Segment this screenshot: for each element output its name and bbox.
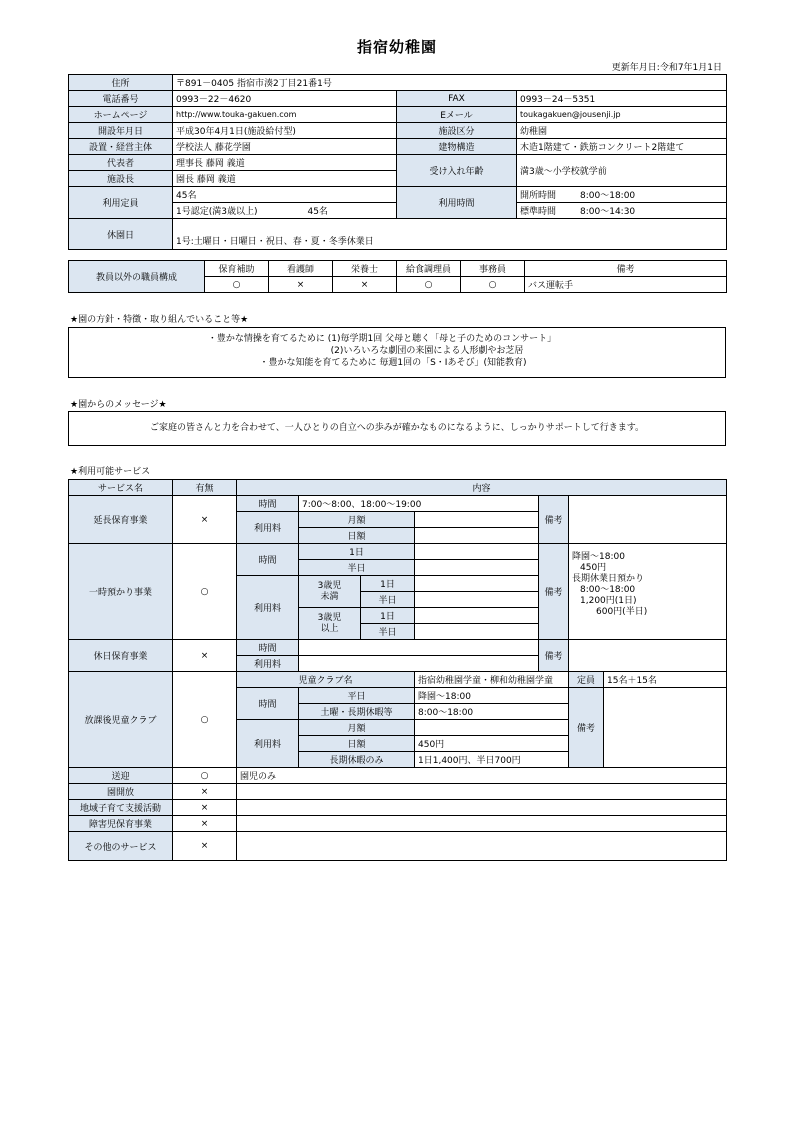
- temporary-under3: 3歳児 未満: [299, 576, 361, 608]
- afterschool-club-label: 児童クラブ名: [237, 672, 415, 688]
- holiday-care-note: [569, 640, 727, 672]
- temporary-over3-half: [415, 624, 539, 640]
- other-avail: ×: [173, 832, 237, 861]
- capacity-type-num: 45名: [307, 207, 328, 217]
- extended-time-label: 時間: [237, 496, 299, 512]
- transport-avail: ○: [173, 768, 237, 784]
- temporary-fee-label: 利用料: [237, 576, 299, 640]
- opened-value: 平成30年4月1日(施設給付型): [173, 123, 397, 139]
- temporary-note-label: 備考: [539, 544, 569, 640]
- std-hours: [517, 203, 727, 219]
- extended-daily-label: 日額: [299, 528, 415, 544]
- support-avail: ×: [173, 800, 237, 816]
- rep-value: 理事長 藤岡 義道: [173, 155, 397, 171]
- basic-info-table: [68, 74, 727, 250]
- capacity-total: 45名: [173, 187, 397, 203]
- page-title: 指宿幼稚園: [356, 38, 437, 56]
- afterschool-daily: 450円: [415, 736, 569, 752]
- holiday-care-fee-label: 利用料: [237, 656, 299, 672]
- extended-monthly-label: 月額: [299, 512, 415, 528]
- email-label: Eメール: [397, 107, 517, 123]
- temporary-full: [415, 544, 539, 560]
- tel-value: 0993－22－4620: [173, 91, 397, 107]
- afterschool-sat-label: 土曜・長期休暇等: [299, 704, 415, 720]
- structure-value: 木造1階建て・鉄筋コンクリート2階建て: [517, 139, 727, 155]
- staff-value: ×: [269, 277, 333, 293]
- temporary-full-label: 1日: [361, 576, 415, 592]
- temporary-under3-full: [415, 576, 539, 592]
- policy-line: ・豊かな知能を育てるために 毎週1回の「S・Iあそび」(知能教育): [259, 358, 527, 368]
- temporary-half-label: 半日: [299, 560, 415, 576]
- address-value: 〒891－0405 指宿市湊2丁目21番1号: [173, 75, 727, 91]
- disabled-note: [237, 816, 727, 832]
- staff-value: ○: [461, 277, 525, 293]
- homepage-link[interactable]: http://www.touka-gakuen.com: [173, 107, 397, 123]
- note-line: 600円(半日): [596, 607, 648, 617]
- transport-name: 送迎: [69, 768, 173, 784]
- note-line: 8:00～18:00: [580, 585, 636, 595]
- temporary-over3: 3歳児 以上: [299, 608, 361, 640]
- open-garden-note: [237, 784, 727, 800]
- temporary-half-label: 半日: [361, 624, 415, 640]
- staff-header: 備考: [525, 261, 727, 277]
- disabled-avail: ×: [173, 816, 237, 832]
- opened-label: 開設年月日: [69, 123, 173, 139]
- head-value: 園長 藤岡 義道: [173, 171, 397, 187]
- extended-name: 延長保育事業: [69, 496, 173, 544]
- tel-label: 電話番号: [69, 91, 173, 107]
- afterschool-name: 放課後児童クラブ: [69, 672, 173, 768]
- afterschool-sat: 8:00～18:00: [415, 704, 569, 720]
- col-avail: 有無: [173, 480, 237, 496]
- afterschool-weekday: 降園～18:00: [415, 688, 569, 704]
- capacity-label: 利用定員: [69, 187, 173, 219]
- rep-label: 代表者: [69, 155, 173, 171]
- afterschool-cap: 15名＋15名: [604, 672, 727, 688]
- temporary-under3-half: [415, 592, 539, 608]
- staff-header: 看護師: [269, 261, 333, 277]
- staff-value: ×: [333, 277, 397, 293]
- temporary-time-label: 時間: [237, 544, 299, 576]
- std-label: 標準時間: [520, 207, 557, 217]
- holiday-value: 1号:土曜日・日曜日・祝日、春・夏・冬季休業日: [173, 219, 727, 250]
- extended-time: 7:00～8:00、18:00～19:00: [299, 496, 539, 512]
- other-name: その他のサービス: [69, 832, 173, 861]
- support-note: [237, 800, 727, 816]
- fax-label: FAX: [397, 91, 517, 107]
- extended-fee-label: 利用料: [237, 512, 299, 544]
- address-label: 住所: [69, 75, 173, 91]
- temporary-full-label: 1日: [361, 608, 415, 624]
- staff-header: 給食調理員: [397, 261, 461, 277]
- age-label: 受け入れ年齢: [397, 155, 517, 187]
- head-label: 施設長: [69, 171, 173, 187]
- other-note: [237, 832, 727, 861]
- capacity-type-label: 1号認定(満3歳以上): [176, 207, 258, 217]
- temporary-over3-full: [415, 608, 539, 624]
- afterschool-time-label: 時間: [237, 688, 299, 720]
- temporary-half: [415, 560, 539, 576]
- policy-box: [68, 327, 726, 378]
- staff-header: 事務員: [461, 261, 525, 277]
- afterschool-monthly: [415, 720, 569, 736]
- temporary-full-label: 1日: [299, 544, 415, 560]
- afterschool-long: 1日1,400円、半日700円: [415, 752, 569, 768]
- col-service: サービス名: [69, 480, 173, 496]
- staff-header: 保育補助: [205, 261, 269, 277]
- open-hours: [517, 187, 727, 203]
- policy-line: ・豊かな情操を育てるために (1)毎学期1回 父母と聴く「母と子のためのコンサート」: [207, 334, 557, 344]
- temporary-avail: ○: [173, 544, 237, 640]
- extended-monthly: [415, 512, 539, 528]
- email-link[interactable]: toukagakuen@jousenji.jp: [517, 107, 727, 123]
- afterschool-fee-label: 利用料: [237, 720, 299, 768]
- message-box: [68, 411, 726, 446]
- category-value: 幼稚園: [517, 123, 727, 139]
- note-line: 1,200円(1日): [580, 596, 637, 606]
- col-content: 内容: [237, 480, 727, 496]
- extended-avail: ×: [173, 496, 237, 544]
- open-time: 8:00～18:00: [580, 191, 636, 201]
- services-table: [68, 479, 727, 861]
- holiday-label: 休園日: [69, 219, 173, 250]
- message-text: ご家庭の皆さんと力を合わせて、一人ひとりの自立への歩みが確かなものになるように、しっかりサポートして行きます。: [149, 423, 645, 433]
- homepage-label: ホームページ: [69, 107, 173, 123]
- afterschool-daily-label: 日額: [299, 736, 415, 752]
- open-garden-name: 園開放: [69, 784, 173, 800]
- fax-value: 0993－24－5351: [517, 91, 727, 107]
- staff-note: バス運転手: [525, 277, 727, 293]
- afterschool-long-label: 長期休暇のみ: [299, 752, 415, 768]
- operator-value: 学校法人 藤花学園: [173, 139, 397, 155]
- open-label: 開所時間: [520, 191, 557, 201]
- holiday-care-time-label: 時間: [237, 640, 299, 656]
- updated-date: 更新年月日:令和7年1月1日: [611, 63, 722, 73]
- extended-daily: [415, 528, 539, 544]
- afterschool-note: [604, 688, 727, 768]
- holiday-care-avail: ×: [173, 640, 237, 672]
- extended-note-label: 備考: [539, 496, 569, 544]
- afterschool-club: 指宿幼稚園学童・柳和幼稚園学童: [415, 672, 569, 688]
- staff-value: ○: [397, 277, 461, 293]
- holiday-care-fee: [299, 656, 539, 672]
- message-heading: ★園からのメッセージ★: [70, 400, 167, 410]
- afterschool-weekday-label: 平日: [299, 688, 415, 704]
- hours-label: 利用時間: [397, 187, 517, 219]
- afterschool-note-label: 備考: [569, 688, 604, 768]
- policy-line: (2)いろいろな劇団の来園による人形劇やお芝居: [330, 346, 524, 356]
- note-line: 長期休業日預かり: [572, 574, 645, 584]
- category-label: 施設区分: [397, 123, 517, 139]
- capacity-type: [173, 203, 397, 219]
- holiday-care-time: [299, 640, 539, 656]
- policy-heading: ★園の方針・特徴・取り組んでいること等★: [70, 315, 249, 325]
- age-value: 満3歳～小学校就学前: [517, 155, 727, 187]
- structure-label: 建物構造: [397, 139, 517, 155]
- note-line: 450円: [580, 563, 607, 573]
- temporary-name: 一時預かり事業: [69, 544, 173, 640]
- open-garden-avail: ×: [173, 784, 237, 800]
- std-time: 8:00～14:30: [580, 207, 636, 217]
- holiday-care-name: 休日保育事業: [69, 640, 173, 672]
- services-heading: ★利用可能サービス: [70, 467, 151, 477]
- support-name: 地域子育て支援活動: [69, 800, 173, 816]
- afterschool-cap-label: 定員: [569, 672, 604, 688]
- operator-label: 設置・経営主体: [69, 139, 173, 155]
- holiday-care-note-label: 備考: [539, 640, 569, 672]
- staff-table: [68, 260, 727, 293]
- note-line: 降園～18:00: [572, 552, 625, 562]
- afterschool-avail: ○: [173, 672, 237, 768]
- disabled-name: 障害児保育事業: [69, 816, 173, 832]
- staff-label: 教員以外の職員構成: [69, 261, 205, 293]
- afterschool-monthly-label: 月額: [299, 720, 415, 736]
- transport-note: 園児のみ: [237, 768, 727, 784]
- staff-value: ○: [205, 277, 269, 293]
- temporary-note: [569, 544, 727, 640]
- temporary-half-label: 半日: [361, 592, 415, 608]
- extended-note: [569, 496, 727, 544]
- staff-header: 栄養士: [333, 261, 397, 277]
